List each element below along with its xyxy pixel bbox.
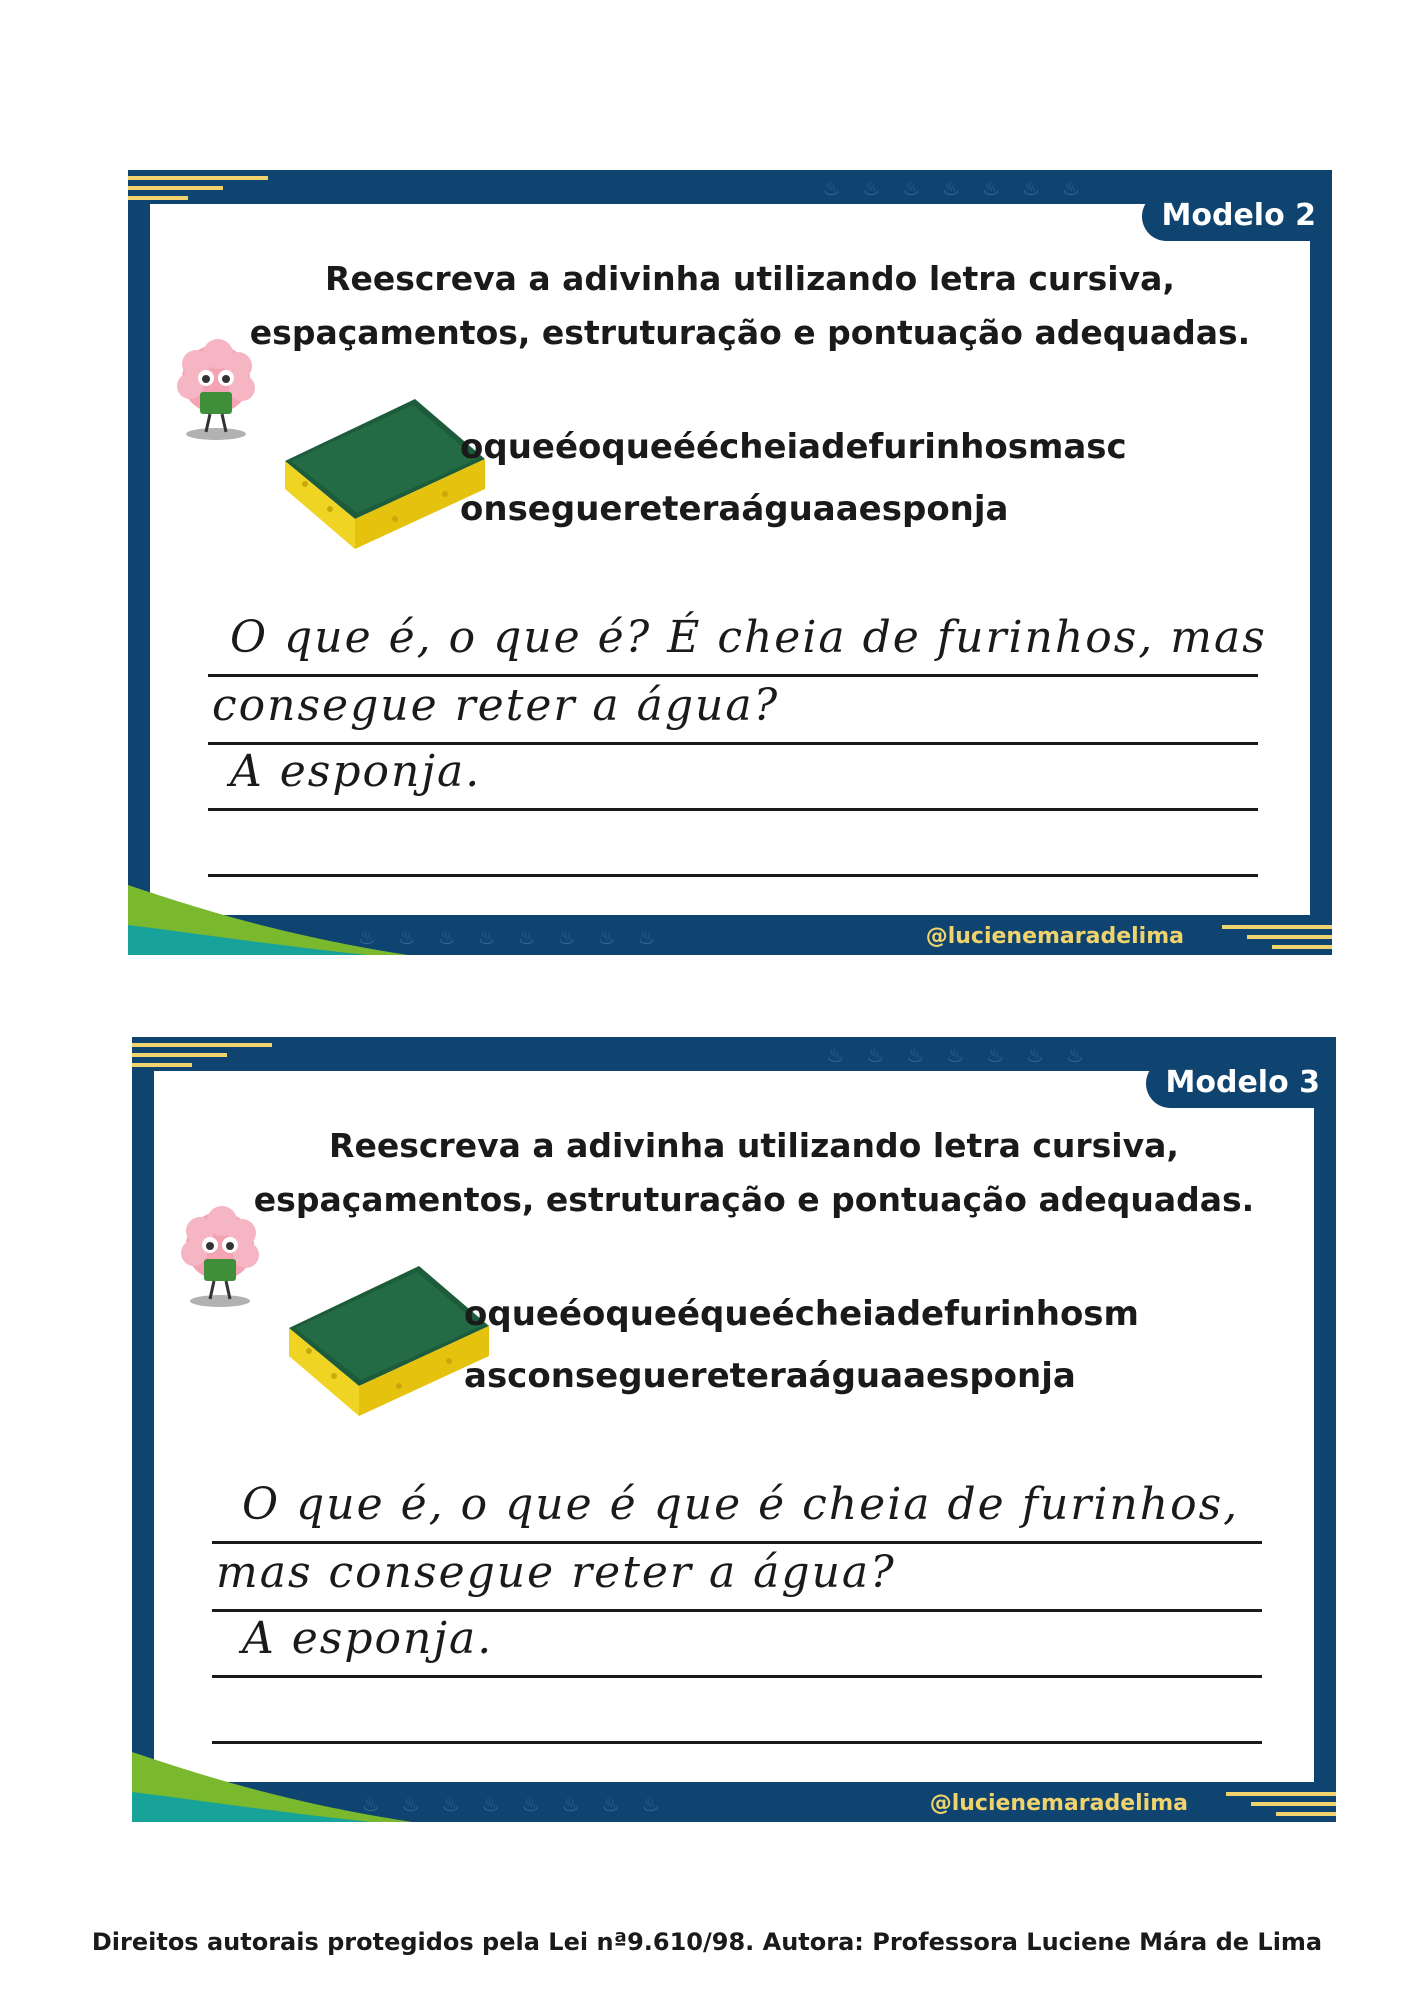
answer-line-3: A esponja. xyxy=(230,746,482,797)
writing-line xyxy=(212,1609,1262,1612)
decorative-pattern: ♨♨♨♨♨♨♨ xyxy=(822,176,1102,200)
sponge-icon xyxy=(285,399,485,549)
answer-line-2: mas consegue reter a água? xyxy=(216,1547,896,1598)
model-badge: Modelo 2 xyxy=(1142,192,1333,241)
jumbled-riddle xyxy=(460,416,1127,540)
jumbled-line-1: oqueéoqueéécheiadefurinhosmasc xyxy=(460,427,1127,467)
model-badge: Modelo 3 xyxy=(1146,1059,1337,1108)
answer-line-1: O que é, o que é? É cheia de furinhos, mas xyxy=(230,612,1267,663)
jumbled-line-1: oqueéoqueéqueécheiadefurinhosm xyxy=(464,1294,1139,1334)
instruction-title xyxy=(234,1119,1274,1227)
card-content-area xyxy=(150,204,1310,915)
stripes-decoration xyxy=(1202,907,1332,955)
instruction-line-1: Reescreva a adivinha utilizando letra cursiva, xyxy=(329,1126,1179,1165)
answer-line-2: consegue reter a água? xyxy=(212,680,780,731)
activity-card-modelo-3 xyxy=(132,1037,1336,1822)
jumbled-line-2: onseguereteraáguaaesponja xyxy=(460,489,1009,529)
writing-line xyxy=(208,674,1258,677)
decorative-pattern: ♨♨♨♨♨♨♨♨ xyxy=(362,1792,682,1816)
writing-line xyxy=(208,742,1258,745)
wave-decoration xyxy=(132,1742,412,1822)
activity-card-modelo-2 xyxy=(128,170,1332,955)
wave-decoration xyxy=(128,875,408,955)
copyright-footer: Direitos autorais protegidos pela Lei nª9.610/98. Autora: Professora Luciene Mára de Lima xyxy=(91,1928,1323,1956)
instruction-line-2: espaçamentos, estruturação e pontuação adequadas. xyxy=(249,313,1251,352)
jumbled-riddle xyxy=(464,1283,1139,1407)
stripes-decoration xyxy=(1206,1774,1336,1822)
writing-line xyxy=(208,808,1258,811)
decorative-pattern: ♨♨♨♨♨♨♨ xyxy=(826,1043,1106,1067)
sponge-icon xyxy=(289,1266,489,1416)
card-content-area xyxy=(154,1071,1314,1782)
instruction-title xyxy=(230,252,1270,360)
author-handle: @lucienemaradelima xyxy=(925,924,1184,949)
jumbled-line-2: asconseguereteraáguaaesponja xyxy=(464,1356,1076,1396)
instruction-line-2: espaçamentos, estruturação e pontuação adequadas. xyxy=(253,1180,1255,1219)
author-handle: @lucienemaradelima xyxy=(929,1791,1188,1816)
writing-line xyxy=(212,1541,1262,1544)
writing-line xyxy=(212,1675,1262,1678)
instruction-line-1: Reescreva a adivinha utilizando letra cursiva, xyxy=(325,259,1175,298)
answer-line-3: A esponja. xyxy=(242,1613,494,1664)
decorative-pattern: ♨♨♨♨♨♨♨♨ xyxy=(358,925,678,949)
answer-line-1: O que é, o que é que é cheia de furinhos, xyxy=(242,1479,1240,1530)
